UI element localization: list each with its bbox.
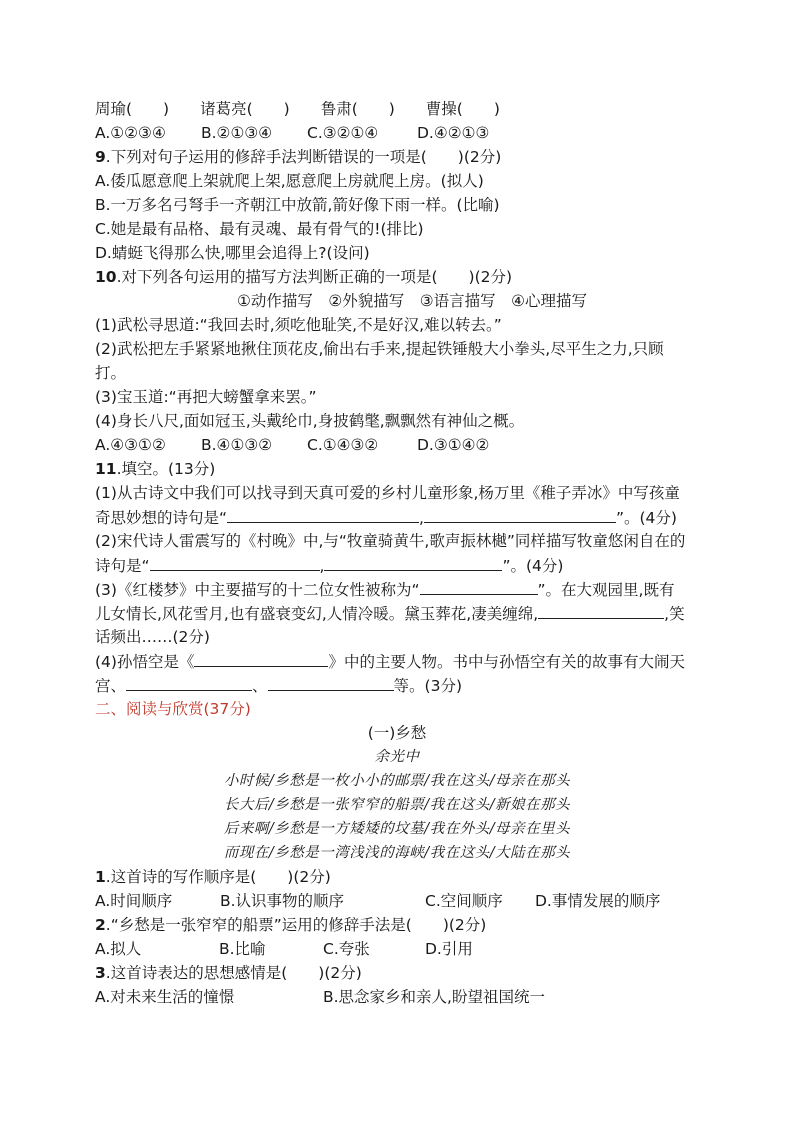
option-c: C.空间顺序	[425, 892, 503, 910]
q11-stem	[95, 458, 215, 480]
q10-sentence-3: (3)宝玉道:“再把大螃蟹拿来罢。”	[95, 388, 317, 406]
poem-stanza-1: 小时候/乡愁是一枚小小的邮票/我在这头/母亲在那头	[223, 773, 571, 789]
q10-sentence-4: (4)身长八尺,面如冠玉,头戴纶巾,身披鹤氅,飘飘然有神仙之概。	[95, 412, 525, 430]
question-number: 11	[95, 460, 117, 478]
q9-option-c: C.她是最有品格、最有灵魂、最有骨气的!(排比)	[95, 220, 424, 238]
q10-methods: ①动作描写 ②外貌描写 ③语言描写 ④心理描写	[236, 292, 588, 310]
q11-2-blanks	[95, 554, 563, 576]
question-text: .对下列各句运用的描写方法判断正确的一项是( )(2分)	[116, 268, 513, 286]
blank-prefix: 奇思妙想的诗句是“	[95, 509, 228, 527]
question-text: .“乡愁是一张窄窄的船票”运用的修辞手法是( )(2分)	[105, 916, 487, 934]
answer-blank[interactable]	[150, 554, 320, 571]
q10-sentence-2: (2)武松把左手紧紧地揪住顶花皮,偷出右手来,提起铁锤般大小拳头,尽平生之力,只顾	[95, 340, 664, 358]
blank-suffix: ”。(4分)	[615, 509, 677, 527]
question-text: .下列对句子运用的修辞手法判断错误的一项是( )(2分)	[105, 148, 502, 166]
poem-title: (一)乡愁	[367, 724, 427, 742]
blank-suffix: 等。(3分)	[393, 677, 462, 695]
q9-option-a: A.倭瓜愿意爬上架就爬上架,愿意爬上房就爬上房。(拟人)	[95, 172, 484, 190]
blank-prefix: (4)孙悟空是《	[95, 653, 195, 671]
q9-option-b: B.一万多名弓弩手一齐朝江中放箭,箭好像下雨一样。(比喻)	[95, 196, 500, 214]
option-b: B.②①③④	[201, 124, 273, 142]
option-b: B.④①③②	[201, 436, 273, 454]
poem-stanza-4: 而现在/乡愁是一湾浅浅的海峡/我在这头/大陆在那头	[223, 845, 571, 861]
blank-sep: 、	[252, 677, 268, 695]
q9-stem	[95, 146, 501, 168]
option-c: C.①④③②	[307, 436, 379, 454]
blank-suffix: ”。在大观园里,既有	[537, 581, 675, 599]
answer-blank[interactable]	[538, 602, 664, 619]
option-b: B.认识事物的顺序	[220, 892, 345, 910]
q10-sentence-1: (1)武松寻思道:“我回去时,须吃他耻笑,不是好汉,难以转去。”	[95, 316, 502, 334]
poem-stanza-3: 后来啊/乡愁是一方矮矮的坟墓/我在外头/母亲在里头	[223, 821, 571, 837]
question-text: .这首诗表达的思想感情是( )(2分)	[105, 964, 362, 982]
answer-blank[interactable]	[194, 650, 328, 667]
option-a: A.④③①②	[95, 436, 166, 454]
r1-options	[95, 890, 660, 912]
question-number: 2	[95, 916, 106, 934]
r3-stem	[95, 962, 362, 984]
option-c: C.③②①④	[307, 124, 379, 142]
question-number: 10	[95, 268, 117, 286]
option-a: A.①②③④	[95, 124, 166, 142]
r2-options	[95, 938, 473, 960]
q8-options	[95, 122, 489, 144]
blank-sep: ,	[319, 557, 325, 575]
blank-prefix: 诗句是“	[95, 557, 150, 575]
section-2-heading: 二、阅读与欣赏(37分)	[95, 700, 251, 718]
option-a: A.对未来生活的憧憬	[95, 988, 235, 1006]
blank-prefix: 宫、	[95, 677, 127, 695]
q11-4-text	[95, 650, 685, 672]
question-number: 9	[95, 148, 106, 166]
option-d: D.④②①③	[417, 124, 490, 142]
poem-stanza-2: 长大后/乡愁是一张窄窄的船票/我在这头/新娘在那头	[223, 797, 571, 813]
r2-stem	[95, 914, 486, 936]
option-d: D.③①④②	[417, 436, 490, 454]
q11-2-text: (2)宋代诗人雷震写的《村晚》中,与“牧童骑黄牛,歌声振林樾”同样描写牧童悠闲自在的	[95, 532, 686, 550]
q10-options	[95, 434, 489, 456]
r3-options	[95, 986, 545, 1008]
answer-blank[interactable]	[268, 674, 394, 691]
option-b: B.比喻	[219, 940, 266, 958]
q11-1-blanks	[95, 506, 677, 528]
blank-suffix: 》中的主要人物。书中与孙悟空有关的故事有大闹天	[328, 653, 685, 671]
question-number: 3	[95, 964, 106, 982]
blank-prefix: (3)《红楼梦》中主要描写的十二位女性被称为“	[95, 581, 420, 599]
q11-3-text-3: 话频出……(2分)	[95, 628, 210, 646]
blank-sep: ,	[419, 509, 424, 527]
option-a: A.时间顺序	[95, 892, 173, 910]
q10-stem	[95, 266, 512, 288]
poem-author: 余光中	[374, 749, 420, 765]
q10-sentence-2-cont: 打。	[95, 364, 127, 382]
q11-4-blanks	[95, 674, 462, 696]
q8-characters-line: 周瑜( ) 诸葛亮( ) 鲁肃( ) 曹操( )	[95, 100, 500, 118]
question-number: 1	[95, 868, 106, 886]
q11-1-text: (1)从古诗文中我们可以找寻到天真可爱的乡村儿童形象,杨万里《稚子弄冰》中写孩童	[95, 484, 680, 502]
option-a: A.拟人	[95, 940, 142, 958]
answer-blank[interactable]	[126, 674, 252, 691]
blank-suffix: ”。(4分)	[502, 557, 564, 575]
answer-blank[interactable]	[420, 578, 538, 595]
question-text: .这首诗的写作顺序是( )(2分)	[105, 868, 331, 886]
q9-option-d: D.蜻蜓飞得那么快,哪里会追得上?(设问)	[95, 244, 370, 262]
option-b: B.思念家乡和亲人,盼望祖国统一	[323, 988, 545, 1006]
option-d: D.事情发展的顺序	[535, 892, 661, 910]
answer-blank[interactable]	[424, 506, 616, 523]
blank-suffix: ,笑	[664, 605, 685, 623]
blank-prefix: 儿女情长,风花雪月,也有盛衰变幻,人情冷暖。黛玉葬花,凄美缠绵,	[95, 605, 539, 623]
answer-blank[interactable]	[227, 506, 419, 523]
option-d: D.引用	[425, 940, 473, 958]
answer-blank[interactable]	[324, 554, 502, 571]
question-text: .填空。(13分)	[116, 460, 216, 478]
r1-stem	[95, 866, 331, 888]
q11-3-text-2	[95, 602, 685, 624]
option-c: C.夸张	[323, 940, 370, 958]
q11-3-text	[95, 578, 674, 600]
